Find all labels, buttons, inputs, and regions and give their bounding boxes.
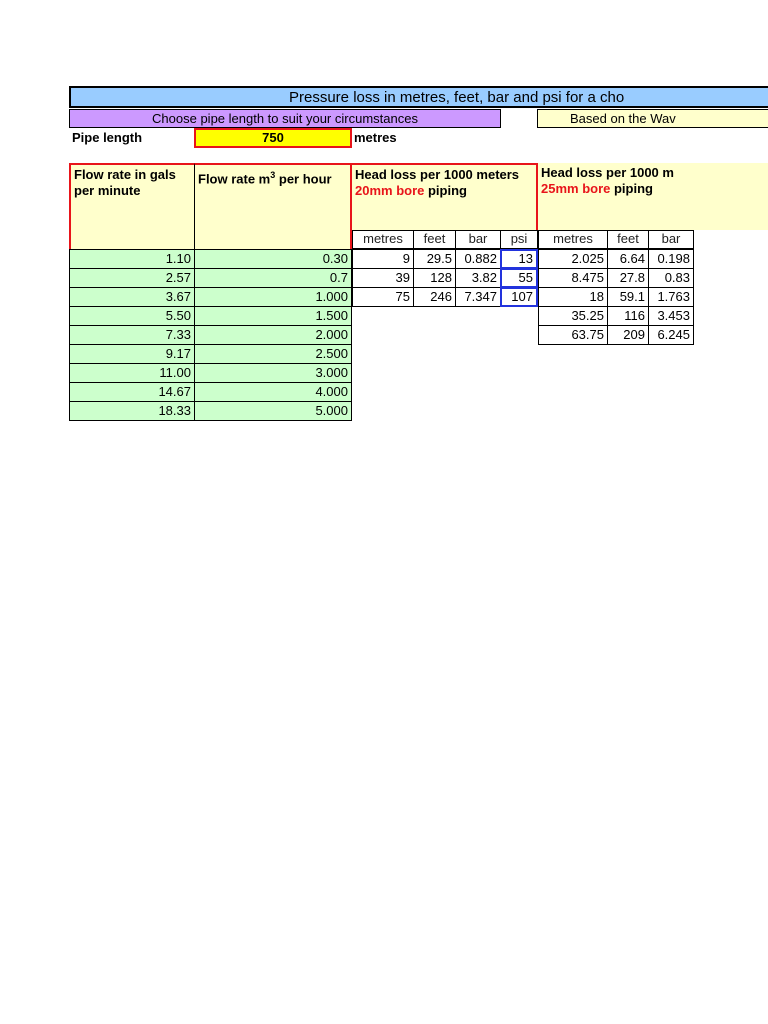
header-loss-20mm <box>352 163 538 230</box>
loss-25mm-metres: 2.025 <box>538 249 608 269</box>
flow-gpm-cell: 7.33 <box>69 325 195 345</box>
loss-20mm-metres: 75 <box>352 287 414 307</box>
header-loss-25mm <box>538 163 768 230</box>
flow-m3-cell: 5.000 <box>194 401 352 421</box>
unit-20mm-bar: bar <box>455 230 501 249</box>
loss-25mm-feet: 27.8 <box>607 268 649 288</box>
header-flow-m3 <box>195 163 352 249</box>
loss-25mm-metres: 18 <box>538 287 608 307</box>
flow-m3-cell: 3.000 <box>194 363 352 383</box>
flow-m3-cell: 1.000 <box>194 287 352 307</box>
loss-25mm-feet: 59.1 <box>607 287 649 307</box>
flow-gpm-cell: 3.67 <box>69 287 195 307</box>
loss-25mm-bar: 1.763 <box>648 287 694 307</box>
loss-20mm-feet: 29.5 <box>413 249 456 269</box>
flow-gpm-cell: 1.10 <box>69 249 195 269</box>
flow-m3-cell: 2.500 <box>194 344 352 364</box>
loss-20mm-psi: 107 <box>500 287 538 307</box>
flow-gpm-cell: 11.00 <box>69 363 195 383</box>
pipe-length-input[interactable]: 750 <box>194 128 352 148</box>
based-on-text: Based on the Wav <box>570 111 676 126</box>
based-on-bar <box>537 109 768 128</box>
header-flow-m3-sup: 3 <box>270 170 276 180</box>
loss-25mm-bar: 0.83 <box>648 268 694 288</box>
unit-25mm-feet: feet <box>607 230 649 249</box>
loss-20mm-psi: 13 <box>500 249 538 269</box>
loss-25mm-feet: 6.64 <box>607 249 649 269</box>
loss-25mm-feet: 116 <box>607 306 649 326</box>
header-flow-m3-suffix: per hour <box>275 171 332 187</box>
loss-25mm-metres: 8.475 <box>538 268 608 288</box>
loss-20mm-bar: 7.347 <box>455 287 501 307</box>
flow-m3-cell: 4.000 <box>194 382 352 402</box>
header-20mm-bore: 20mm bore <box>355 183 425 198</box>
loss-25mm-bar: 6.245 <box>648 325 694 345</box>
loss-25mm-metres: 63.75 <box>538 325 608 345</box>
loss-25mm-bar: 0.198 <box>648 249 694 269</box>
flow-gpm-cell: 5.50 <box>69 306 195 326</box>
loss-20mm-feet: 128 <box>413 268 456 288</box>
loss-20mm-bar: 3.82 <box>455 268 501 288</box>
pipe-length-unit: metres <box>354 130 397 145</box>
header-25mm-suffix: piping <box>610 181 653 196</box>
loss-20mm-feet: 246 <box>413 287 456 307</box>
flow-gpm-cell: 2.57 <box>69 268 195 288</box>
title-text: Pressure loss in metres, feet, bar and psi for a cho <box>289 89 625 106</box>
choose-pipe-length-text: Choose pipe length to suit your circumstances <box>152 111 418 126</box>
loss-25mm-bar: 3.453 <box>648 306 694 326</box>
header-20mm-suffix: piping <box>424 183 467 198</box>
loss-20mm-metres: 39 <box>352 268 414 288</box>
loss-20mm-bar: 0.882 <box>455 249 501 269</box>
title-bar <box>69 86 768 108</box>
header-25mm-prefix: Head loss per 1000 m <box>541 165 674 180</box>
header-25mm-bore: 25mm bore <box>541 181 611 196</box>
loss-20mm-metres: 9 <box>352 249 414 269</box>
loss-20mm-psi: 55 <box>500 268 538 288</box>
header-20mm-prefix: Head loss per 1000 meters <box>355 167 520 182</box>
unit-20mm-metres: metres <box>352 230 414 249</box>
pipe-length-label: Pipe length <box>72 130 143 145</box>
loss-25mm-metres: 35.25 <box>538 306 608 326</box>
flow-gpm-cell: 18.33 <box>69 401 195 421</box>
unit-20mm-psi: psi <box>500 230 538 249</box>
header-flow-m3-prefix: Flow rate m <box>198 171 271 187</box>
loss-25mm-feet: 209 <box>607 325 649 345</box>
unit-25mm-bar: bar <box>648 230 694 249</box>
flow-m3-cell: 2.000 <box>194 325 352 345</box>
unit-20mm-feet: feet <box>413 230 456 249</box>
flow-m3-cell: 0.7 <box>194 268 352 288</box>
flow-gpm-cell: 9.17 <box>69 344 195 364</box>
header-flow-gpm-text: Flow rate in gals per minute <box>74 167 176 198</box>
choose-pipe-length-bar <box>69 109 501 128</box>
flow-gpm-cell: 14.67 <box>69 382 195 402</box>
flow-m3-cell: 0.30 <box>194 249 352 269</box>
unit-25mm-metres: metres <box>538 230 608 249</box>
flow-m3-cell: 1.500 <box>194 306 352 326</box>
header-flow-gpm <box>69 163 195 249</box>
